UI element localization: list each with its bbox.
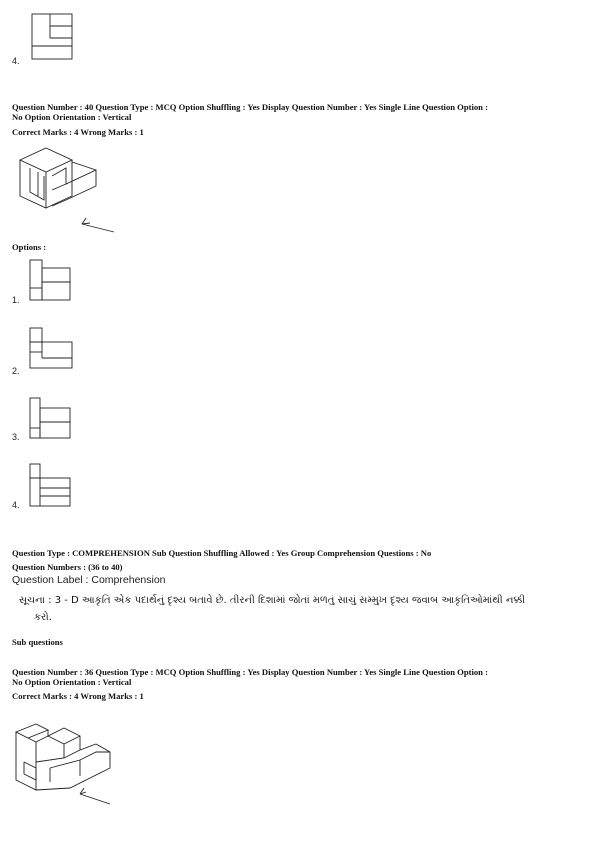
q40-options-heading: Options : xyxy=(12,242,47,252)
prev-option-4-figure xyxy=(30,12,75,62)
q36-meta-line1: Question Number : 36 Question Type : MCQ Option Shuffling : Yes Display Question Number : Yes Single Line Question Option : xyxy=(12,667,488,677)
comprehension-type-line: Question Type : COMPREHENSION Sub Question Shuffling Allowed : Yes Group Comprehension Questions : No xyxy=(12,548,432,558)
sub-questions-heading: Sub questions xyxy=(12,637,63,647)
q36-meta-line2: No Option Orientation : Vertical xyxy=(12,677,132,687)
q40-meta-line1: Question Number : 40 Question Type : MCQ Option Shuffling : Yes Display Question Number : Yes Single Line Question Option : xyxy=(12,102,488,112)
q40-option-2-figure[interactable] xyxy=(28,326,76,374)
q40-option-2-number: 2. xyxy=(12,366,20,376)
q40-option-1-figure[interactable] xyxy=(28,258,74,303)
q40-option-4-number: 4. xyxy=(12,500,20,510)
q40-option-3-number: 3. xyxy=(12,432,20,442)
q40-option-1-number: 1. xyxy=(12,295,20,305)
prev-option-number: 4. xyxy=(12,56,20,66)
q40-meta-line2: No Option Orientation : Vertical xyxy=(12,112,132,122)
q40-marks: Correct Marks : 4 Wrong Marks : 1 xyxy=(12,127,144,137)
q40-option-4-figure[interactable] xyxy=(28,462,76,510)
comprehension-instruction-line1: સૂચના : 3 - D આકૃતિ એક પદાર્થનું દૃશ્ય બતાવે છે. તીરની દિશામાં જોતાં મળતું સાચું સમ્મુખ દૃશ્ય જવાબ આકૃતિઓમાંથી નક્કી xyxy=(19,595,526,606)
comprehension-label: Question Label : Comprehension xyxy=(12,574,166,586)
q40-3d-figure xyxy=(16,140,116,235)
comprehension-instruction-line2: કરો. xyxy=(34,612,52,623)
q36-marks: Correct Marks : 4 Wrong Marks : 1 xyxy=(12,691,144,701)
q40-option-3-figure[interactable] xyxy=(28,396,76,442)
q36-3d-figure xyxy=(14,722,114,814)
comprehension-numbers-line: Question Numbers : (36 to 40) xyxy=(12,562,123,572)
